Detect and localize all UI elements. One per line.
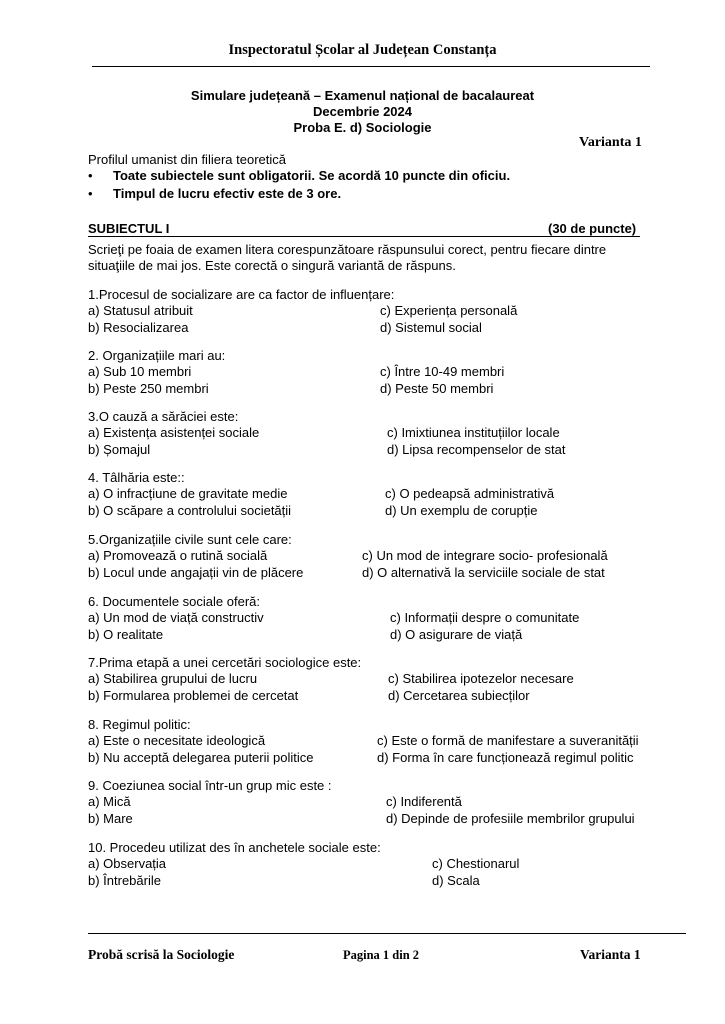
option-a: a) Este o necesitate ideologică [88, 733, 266, 748]
option-d: d) O asigurare de viață [390, 627, 523, 642]
question-text: 8. Regimul politic: [88, 717, 191, 732]
option-b: b) O scăpare a controlului societății [88, 503, 292, 518]
option-b: b) Mare [88, 811, 133, 826]
footer-left: Probă scrisă la Sociologie [88, 947, 235, 962]
question-text: 5.Organizațiile civile sunt cele care: [88, 532, 292, 547]
exam-subject: Proba E. d) Sociologie [293, 120, 432, 135]
exam-title: Simulare județeană – Examenul național de bacalaureat [190, 88, 535, 103]
school-header: Inspectoratul Școlar al Județean Constanța [228, 42, 497, 58]
option-d: d) O alternativă la serviciile sociale de stat [362, 565, 605, 580]
instruction-line-2: situaţiile de mai jos. Este corectă o singură variantă de răspuns. [88, 258, 456, 273]
option-d: d) Lipsa recompenselor de stat [387, 442, 566, 457]
bullet-dot: • [88, 168, 93, 183]
option-b: b) Întrebările [88, 873, 161, 888]
section-title: SUBIECTUL I [88, 221, 170, 236]
option-d: d) Cercetarea subiecților [388, 688, 530, 703]
variant-label: Varianta 1 [579, 135, 642, 150]
option-a: a) Observația [88, 856, 167, 871]
question-text: 1.Procesul de socializare are ca factor de influențare: [88, 287, 395, 302]
option-c: c) Informații despre o comunitate [390, 610, 580, 625]
option-c: c) O pedeapsă administrativă [385, 486, 555, 501]
question-text: 4. Tâlhăria este:: [88, 470, 185, 485]
bullet-text: Toate subiectele sunt obligatorii. Se acordă 10 puncte din oficiu. [113, 168, 511, 183]
option-c: c) Este o formă de manifestare a suveranității [377, 733, 639, 748]
footer-right: Varianta 1 [580, 947, 641, 962]
bullet-text: Timpul de lucru efectiv este de 3 ore. [113, 186, 342, 201]
footer-page: Pagina 1 din 2 [343, 948, 420, 962]
option-a: a) Un mod de viață constructiv [88, 610, 264, 625]
question-text: 9. Coeziunea social într-un grup mic este : [88, 778, 332, 793]
option-a: a) Promovează o rutină socială [88, 548, 268, 563]
exam-date: Decembrie 2024 [312, 104, 412, 119]
option-b: b) Nu acceptă delegarea puterii politice [88, 750, 314, 765]
option-a: a) Existența asistenței sociale [88, 425, 260, 440]
section-points: (30 de puncte) [548, 221, 637, 236]
option-c: c) Indiferentă [386, 794, 462, 809]
instruction-line-1: Scrieţi pe foaia de examen litera corespunzătoare răspunsului corect, pentru fiecare dintre [88, 242, 607, 257]
question-text: 7.Prima etapă a unei cercetări sociologice este: [88, 655, 362, 670]
option-a: a) Mică [88, 794, 131, 809]
option-d: d) Sistemul social [380, 320, 482, 335]
option-d: d) Peste 50 membri [380, 381, 494, 396]
question-text: 3.O cauză a sărăciei este: [88, 409, 239, 424]
footer-divider [88, 933, 686, 934]
option-b: b) Peste 250 membri [88, 381, 209, 396]
question-text: 10. Procedeu utilizat des în anchetele sociale este: [88, 840, 381, 855]
bullet-item [88, 186, 342, 202]
option-a: a) Stabilirea grupului de lucru [88, 671, 258, 686]
option-c: c) Chestionarul [432, 856, 520, 871]
option-d: d) Depinde de profesiile membrilor grupului [386, 811, 635, 826]
option-c: c) Între 10-49 membri [380, 364, 505, 379]
option-d: d) Scala [432, 873, 480, 888]
option-d: d) Un exemplu de corupție [385, 503, 538, 518]
bullet-dot: • [88, 186, 93, 201]
option-c: c) Un mod de integrare socio- profesională [362, 548, 608, 563]
option-b: b) O realitate [88, 627, 164, 642]
section-underline [88, 236, 640, 237]
profile-text: Profilul umanist din filiera teoretică [88, 152, 286, 167]
question-text: 6. Documentele sociale oferă: [88, 594, 260, 609]
option-a: a) O infracțiune de gravitate medie [88, 486, 288, 501]
option-b: b) Șomajul [88, 442, 151, 457]
option-c: c) Imixtiunea instituțiilor locale [387, 425, 560, 440]
option-d: d) Forma în care funcționează regimul politic [377, 750, 634, 765]
option-a: a) Statusul atribuit [88, 303, 193, 318]
question-text: 2. Organizațiile mari au: [88, 348, 226, 363]
option-b: b) Locul unde angajații vin de plăcere [88, 565, 304, 580]
option-a: a) Sub 10 membri [88, 364, 192, 379]
header-divider [92, 66, 650, 67]
option-b: b) Formularea problemei de cercetat [88, 688, 299, 703]
option-b: b) Resocializarea [88, 320, 189, 335]
bullet-item [88, 168, 511, 184]
option-c: c) Stabilirea ipotezelor necesare [388, 671, 574, 686]
option-c: c) Experiența personală [380, 303, 518, 318]
